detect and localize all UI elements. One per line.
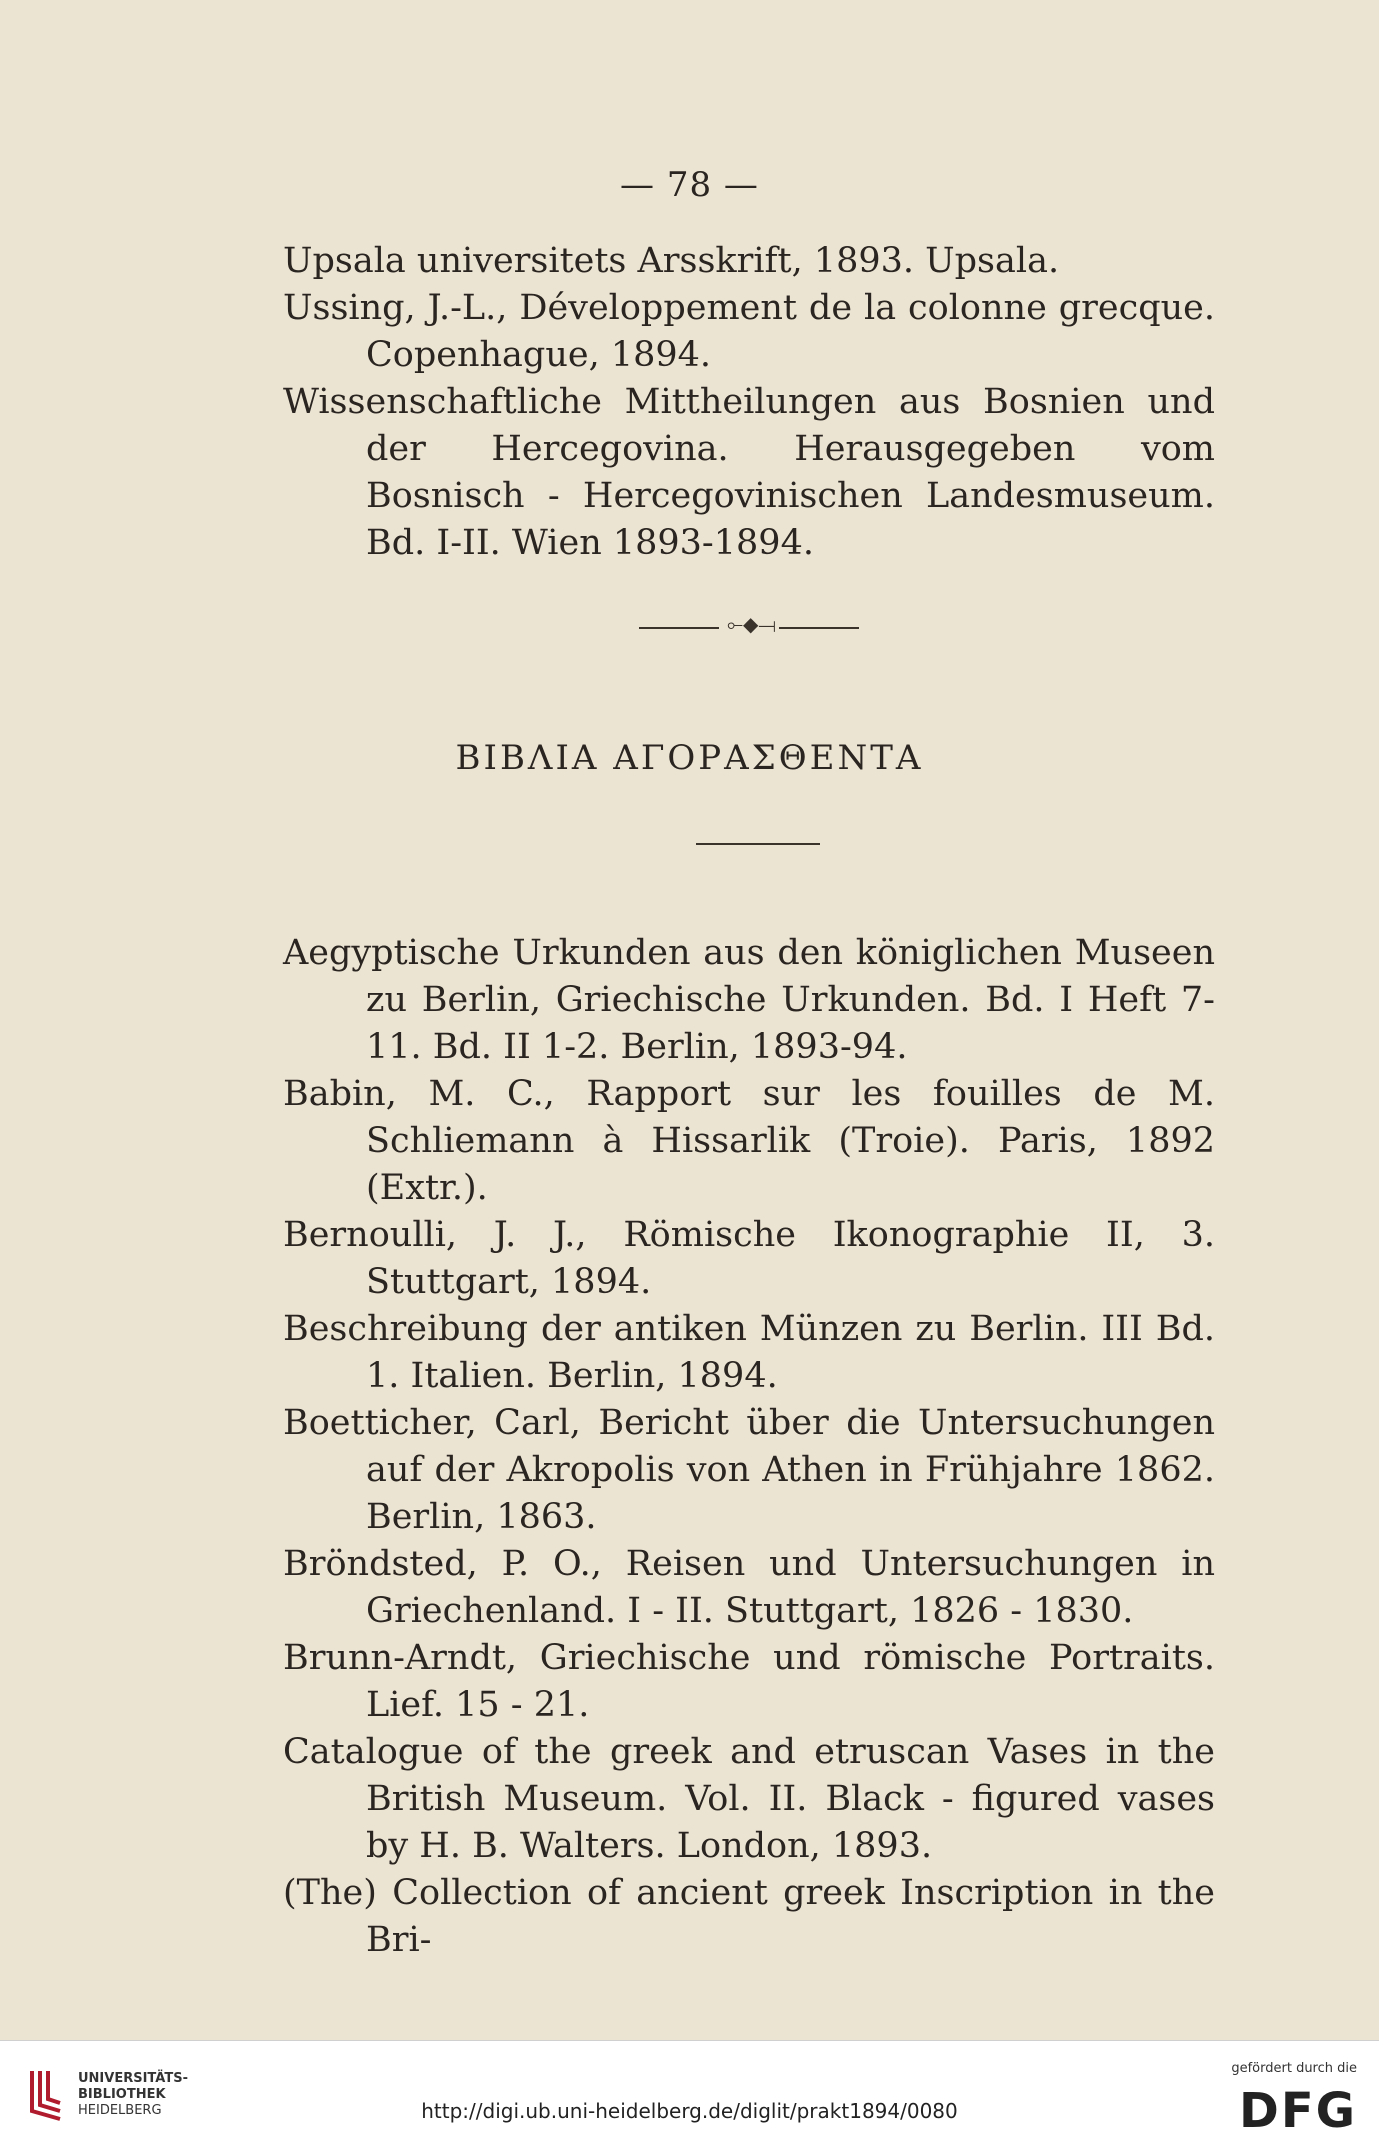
library-name-line: HEIDELBERG — [78, 2103, 162, 2118]
bibliography-entry: Bernoulli, J. J., Römische Ikonographie II, 3. Stuttgart, 1894. — [283, 1215, 1215, 1302]
bibliography-list-top — [283, 238, 1215, 567]
bibliography-entry: Boetticher, Carl, Bericht über die Untersuchungen auf der Akropolis von Athen in Frühjahre 1862. Berlin, 1863. — [283, 1403, 1215, 1537]
bibliography-entry: Aegyptische Urkunden aus den königlichen Museen zu Berlin, Griechische Urkunden. Bd. I Heft 7-11. Bd. II 1-2. Berlin, 1893-94. — [283, 933, 1215, 1067]
bibliography-entry: Upsala universitets Arsskrift, 1893. Upsala. — [283, 241, 1060, 281]
ornament-divider-icon: ⟜◆⟞ — [639, 620, 859, 636]
bibliography-entry: (The) Collection of ancient greek Inscription in the Bri- — [283, 1873, 1215, 1960]
source-url-link[interactable]: http://digi.ub.uni-heidelberg.de/diglit/prakt1894/0080 — [421, 2099, 958, 2123]
bibliography-entry: Brunn-Arndt, Griechische und römische Portraits. Lief. 15 - 21. — [283, 1638, 1215, 1725]
bibliography-entry: Wissenschaftliche Mittheilungen aus Bosnien und der Hercegovina. Herausgegeben vom Bosnisch - Hercegovinischen Landesmuseum. Bd. I-II. Wien 1893-1894. — [283, 382, 1215, 563]
section-heading: ΒΙΒΛΙΑ ΑΓΟΡΑΣΘΕΝΤΑ — [455, 738, 924, 778]
bibliography-list-bottom — [283, 930, 1215, 1964]
library-name-line: UNIVERSITÄTS- — [78, 2071, 188, 2086]
bibliography-entry: Bröndsted, P. O., Reisen und Untersuchungen in Griechenland. I - II. Stuttgart, 1826 - 1830. — [283, 1544, 1215, 1631]
page-number: — 78 — — [620, 165, 759, 205]
heading-rule — [696, 843, 820, 845]
funding-caption: gefördert durch die — [1231, 2061, 1357, 2076]
bibliography-entry: Beschreibung der antiken Münzen zu Berlin. III Bd. 1. Italien. Berlin, 1894. — [283, 1309, 1215, 1396]
bibliography-entry: Babin, M. C., Rapport sur les fouilles de M. Schliemann à Hissarlik (Troie). Paris, 1892 (Extr.). — [283, 1074, 1215, 1208]
bibliography-entry: Ussing, J.-L., Développement de la colonne grecque. Copenhague, 1894. — [283, 288, 1215, 375]
bibliography-entry: Catalogue of the greek and etruscan Vases in the British Museum. Vol. II. Black - figured vases by H. B. Walters. London, 1893. — [283, 1732, 1215, 1866]
dfg-logo: DFG — [1238, 2083, 1357, 2139]
digitization-footer — [0, 2040, 1379, 2149]
library-name-line: BIBLIOTHEK — [78, 2087, 166, 2102]
